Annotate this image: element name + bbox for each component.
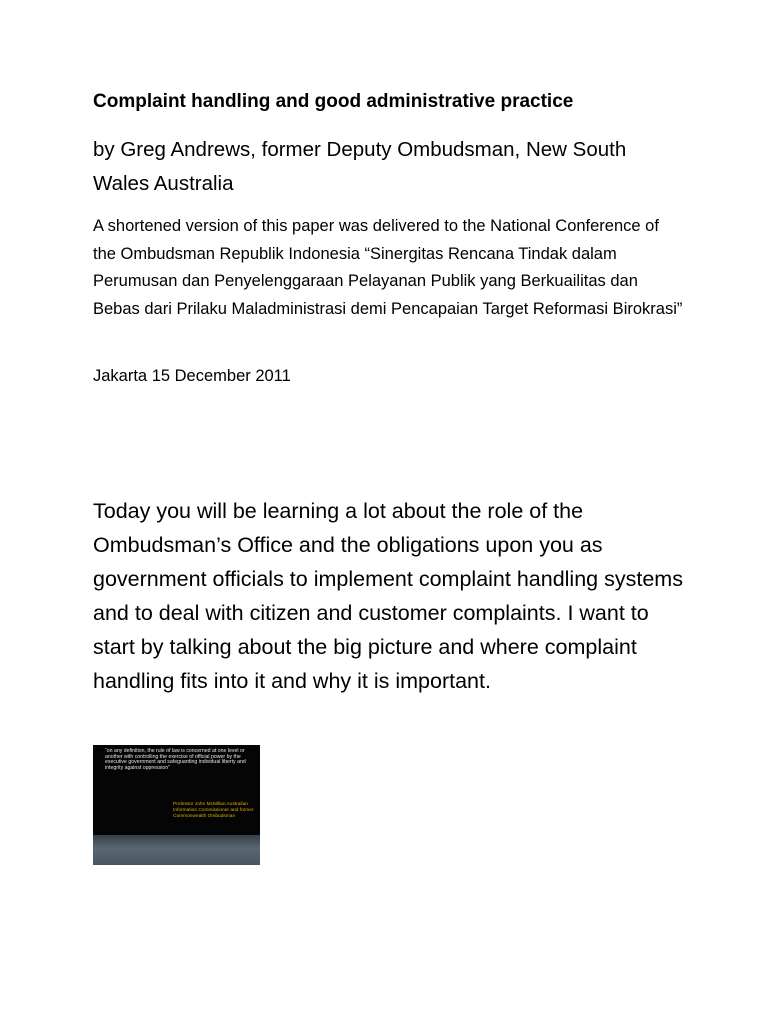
dateline: Jakarta 15 December 2011: [93, 367, 291, 385]
quote-slide-image: [93, 745, 260, 865]
presentation-note: A shortened version of this paper was delivered to the National Conference of the Ombudsman Republik Indonesia “Sinergitas Rencana Tindak dalam Perumusan dan Penyelenggaraan Pelayanan Publik yang Berkuailitas dan Bebas dari Prilaku Maladministrasi demi Pencapaian Target Reformasi Birokrasi”: [93, 217, 683, 318]
intro-paragraph: Today you will be learning a lot about the role of the Ombudsman’s Office and the obligations upon you as government officials to implement complaint handling systems and to deal with citizen and customer complaints. I want to start by talking about the big picture and where complaint handling fits into it and why it is important.: [93, 499, 683, 693]
slide-quote: “on any definition, the rule of law is concerned at one level or another with controlling the exercise of official power by the executive government and safeguarding individual liberty and integrity against oppression”: [105, 748, 246, 771]
author-byline: by Greg Andrews, former Deputy Ombudsman, New South Wales Australia: [93, 138, 627, 195]
slide-footer-band: [93, 835, 260, 865]
document-title: Complaint handling and good administrative practice: [93, 91, 574, 112]
slide-attribution: Professor John McMillan Australian Information Commissioner and former Commonwealth Ombudsman: [173, 802, 254, 819]
